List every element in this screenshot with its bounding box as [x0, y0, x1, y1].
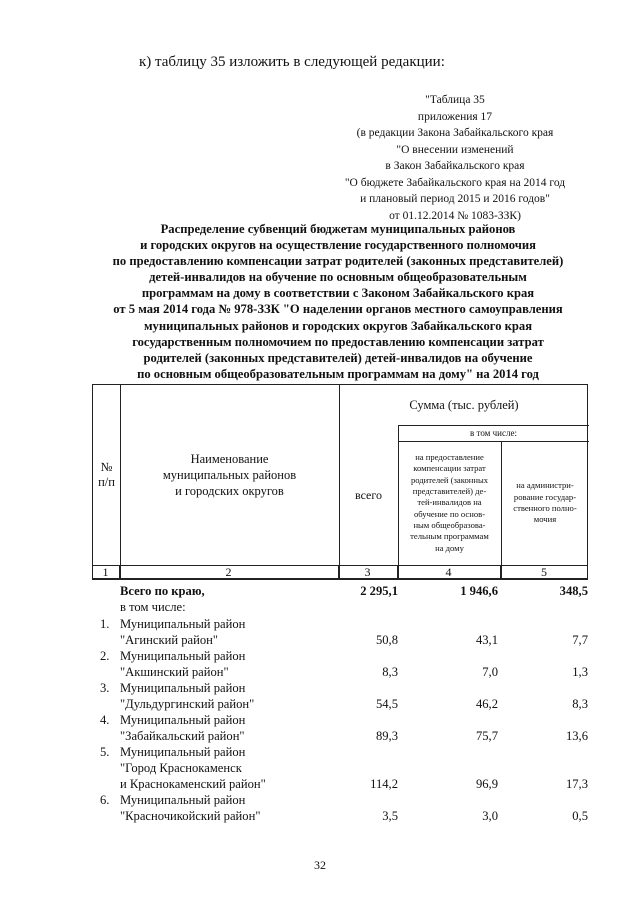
row-comp: 7,0 — [482, 665, 498, 679]
row-comp: 75,7 — [475, 729, 498, 743]
row-total: 8,3 — [382, 665, 398, 679]
title-line: и городских округов на осуществление государственного полномочия — [140, 238, 536, 253]
header-text: ным общеобразова- — [413, 519, 486, 530]
row-admin: 7,7 — [572, 633, 588, 647]
row-admin: 1,3 — [572, 665, 588, 679]
title-line: родителей (законных представителей) детей-инвалидов на обучение — [143, 350, 533, 365]
row-total: 3,5 — [382, 809, 398, 823]
page-number: 32 — [314, 858, 326, 872]
row-comp: 46,2 — [475, 697, 498, 711]
caption-line: приложения 17 — [417, 110, 493, 123]
column-number-row — [92, 565, 588, 580]
caption-line: от 01.12.2014 № 1083-ЗЗК) — [389, 209, 521, 222]
row-number: 3. — [100, 681, 110, 695]
header-text: ственного полно- — [513, 503, 577, 513]
header-text: п/п — [98, 475, 115, 489]
total-row-total: 2 295,1 — [360, 584, 398, 598]
row-total: 114,2 — [370, 777, 398, 791]
table-caption — [320, 92, 590, 224]
row-name-line: "Акшинский район" — [120, 665, 229, 679]
row-name-line: Муниципальный район — [120, 681, 246, 695]
header-text: на дому — [435, 542, 464, 553]
header-total: всего — [354, 487, 383, 502]
row-name-line: Муниципальный район — [120, 713, 246, 727]
caption-line: и плановый период 2015 и 2016 годов" — [360, 193, 550, 205]
column-number: 3 — [364, 565, 371, 579]
table-title — [68, 221, 608, 382]
row-total: 89,3 — [375, 729, 398, 743]
header-text: муниципальных районов — [162, 468, 297, 482]
column-divider — [500, 566, 501, 579]
header-text: на предоставление — [415, 452, 484, 463]
header-text: представителей) де- — [412, 486, 487, 497]
caption-line: "Таблица 35 — [425, 94, 485, 106]
row-number: 6. — [100, 793, 110, 807]
row-total: 50,8 — [375, 633, 398, 647]
including-label: в том числе: — [120, 600, 186, 614]
row-name-line: Муниципальный район — [120, 617, 246, 631]
header-text: обучение по основ- — [413, 508, 486, 519]
row-number: 1. — [100, 617, 110, 631]
row-name-line: Муниципальный район — [120, 649, 246, 663]
title-line: Распределение субвенций бюджетам муниципальных районов — [160, 222, 516, 236]
caption-line: "О внесении изменений — [396, 143, 514, 156]
header-num-col — [93, 385, 120, 565]
title-line: государственным полномочием по предоставлению компенсации затрат — [132, 334, 544, 349]
column-divider — [338, 566, 339, 579]
title-line: по предоставлению компенсации затрат родителей (законных представителей) — [112, 254, 564, 269]
header-text: и городских округов — [175, 484, 284, 498]
total-row-comp: 1 946,6 — [460, 584, 498, 598]
row-comp: 43,1 — [475, 633, 498, 647]
column-number: 4 — [445, 565, 452, 579]
row-name-line: Муниципальный район — [120, 793, 246, 807]
column-number: 1 — [102, 565, 109, 579]
row-admin: 0,5 — [572, 809, 588, 823]
row-name-line: "Город Краснокаменск — [120, 761, 242, 775]
header-text: тей-инвалидов на — [417, 497, 482, 508]
row-total: 54,5 — [375, 697, 398, 711]
row-number: 4. — [100, 713, 110, 727]
header-including: в том числе: — [470, 428, 517, 438]
row-admin: 8,3 — [572, 697, 588, 711]
title-line: муниципальных районов и городских округов Забайкальского края — [143, 318, 533, 333]
column-divider — [397, 566, 398, 579]
title-line: от 5 мая 2014 года № 978-ЗЗК "О наделении органов местного самоуправления — [113, 302, 563, 317]
title-line: по основным общеобразовательным программам на дому" на 2014 год — [137, 366, 539, 381]
caption-line: "О бюджете Забайкальского края на 2014 год — [344, 176, 566, 189]
title-line: детей-инвалидов на обучение по основным общеобразовательным — [149, 270, 527, 285]
header-text: мочия — [533, 514, 557, 525]
table-header — [92, 384, 588, 579]
row-name-line: и Краснокаменский район" — [120, 777, 266, 791]
column-number: 5 — [541, 565, 547, 579]
intro-text: к) таблицу 35 изложить в следующей редакции: — [139, 54, 445, 70]
header-text: родителей (законных — [410, 474, 489, 485]
header-text: на администри- — [516, 480, 574, 491]
header-comp-col — [398, 441, 501, 565]
row-name-line: "Забайкальский район" — [120, 729, 245, 743]
row-name-line: "Агинский район" — [120, 633, 219, 647]
header-sum-title: Сумма (тыс. рублей) — [409, 397, 519, 412]
header-text: № — [100, 460, 113, 474]
header-text: тельным программам — [410, 531, 489, 542]
row-number: 2. — [100, 649, 110, 663]
row-name-line: "Красночикойский район" — [120, 809, 261, 823]
header-text: компенсации затрат — [413, 463, 486, 474]
row-name-line: Муниципальный район — [120, 745, 246, 759]
total-row-admin: 348,5 — [559, 584, 588, 598]
row-admin: 13,6 — [565, 729, 588, 743]
header-text: рование государ- — [513, 491, 577, 502]
row-comp: 3,0 — [482, 809, 498, 823]
total-row-label: Всего по краю, — [120, 584, 205, 598]
caption-line: (в редакции Закона Забайкальского края — [356, 127, 554, 139]
caption-line: в Закон Забайкальского края — [385, 160, 525, 172]
row-name-line: "Дульдургинский район" — [120, 697, 255, 711]
header-admin-col — [501, 441, 589, 565]
column-divider — [119, 566, 120, 579]
column-number: 2 — [225, 565, 232, 579]
title-line: программам на дому в соответствии с Законом Забайкальского края — [141, 286, 535, 301]
row-number: 5. — [100, 745, 110, 759]
row-comp: 96,9 — [475, 777, 498, 791]
header-text: Наименование — [190, 452, 269, 466]
header-name-col — [120, 385, 339, 565]
row-admin: 17,3 — [565, 777, 588, 791]
